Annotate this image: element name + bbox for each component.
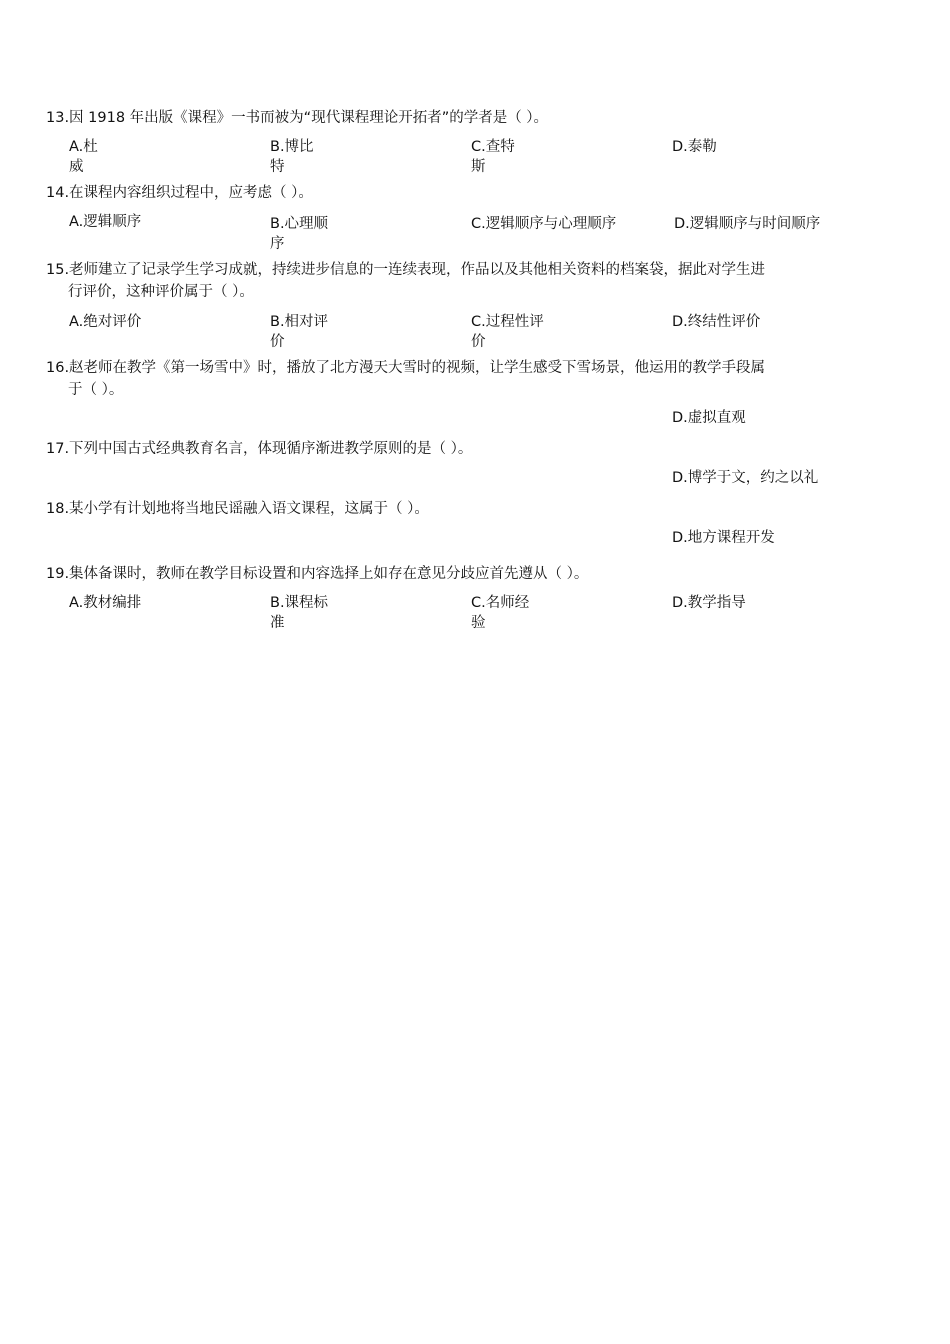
question-13-option-d: D.泰勒 bbox=[672, 139, 717, 155]
question-14-option-c: C.逻辑顺序与心理顺序 bbox=[471, 216, 617, 232]
question-17-option-d: D.博学于文，约之以礼 bbox=[672, 470, 819, 486]
question-15-option-c: C.过程性评 价 bbox=[471, 314, 544, 350]
question-16-option-d: D.虚拟直观 bbox=[672, 410, 746, 426]
question-13-stem: 13.因 1918 年出版《课程》一书而被为“现代课程理论开拓者”的学者是（ ）。 bbox=[46, 110, 549, 126]
question-14-option-b: B.心理顺 序 bbox=[270, 216, 329, 252]
question-18-option-d: D.地方课程开发 bbox=[672, 530, 775, 546]
question-19-option-a: A.教材编排 bbox=[69, 595, 142, 611]
question-19-stem: 19.集体备课时，教师在教学目标设置和内容选择上如存在意见分歧应首先遵从（ ）。 bbox=[46, 566, 589, 582]
question-19-option-d: D.教学指导 bbox=[672, 595, 746, 611]
question-15-stem-line2: 行评价，这种评价属于（ ）。 bbox=[68, 284, 254, 300]
question-15-stem-line1: 15.老师建立了记录学生学习成就，持续进步信息的一连续表现，作品以及其他相关资料的档案袋，据此对学生进 bbox=[46, 262, 766, 278]
question-19-option-c: C.名师经 验 bbox=[471, 595, 530, 631]
question-14-stem: 14.在课程内容组织过程中，应考虑（ ）。 bbox=[46, 185, 313, 201]
question-15-stem bbox=[46, 259, 868, 303]
question-17-stem: 17.下列中国古式经典教育名言，体现循序渐进教学原则的是（ ）。 bbox=[46, 441, 473, 457]
question-15-option-a: A.绝对评价 bbox=[69, 314, 142, 330]
question-13-option-a: A.杜 威 bbox=[69, 139, 98, 175]
question-14-option-d: D.逻辑顺序与时间顺序 bbox=[674, 216, 821, 232]
question-14-option-a: A.逻辑顺序 bbox=[69, 214, 142, 230]
question-18-stem: 18.某小学有计划地将当地民谣融入语文课程，这属于（ ）。 bbox=[46, 501, 429, 517]
question-15-option-d: D.终结性评价 bbox=[672, 314, 761, 330]
question-16-stem bbox=[46, 357, 868, 401]
question-15-option-b: B.相对评 价 bbox=[270, 314, 329, 350]
question-16-stem-line1: 16.赵老师在教学《第一场雪中》时，播放了北方漫天大雪时的视频，让学生感受下雪场景，他运用的教学手段属 bbox=[46, 360, 766, 376]
question-16-stem-line2: 于（ ）。 bbox=[68, 382, 124, 398]
question-19-option-b: B.课程标 准 bbox=[270, 595, 329, 631]
question-13-option-c: C.查特 斯 bbox=[471, 139, 515, 175]
question-13-option-b: B.博比 特 bbox=[270, 139, 314, 175]
